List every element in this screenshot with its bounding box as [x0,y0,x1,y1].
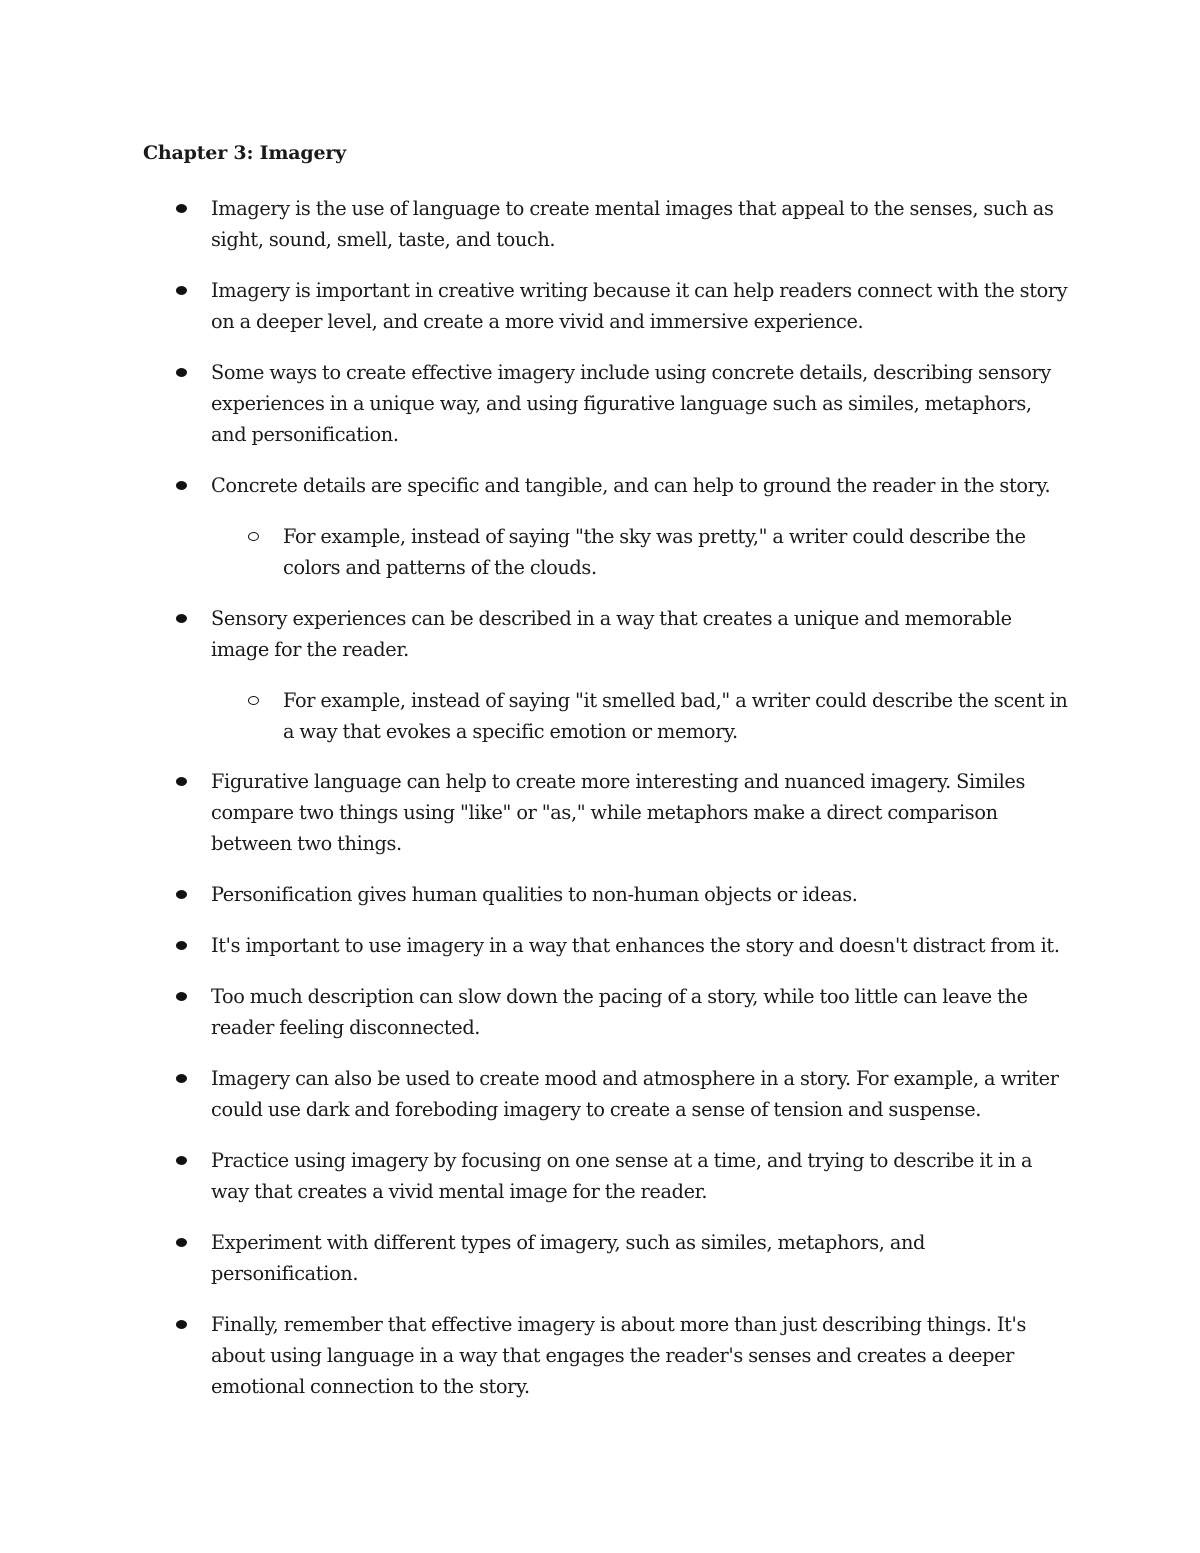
hollow-bullet-icon [248,696,259,705]
list-item-text: Concrete details are specific and tangible, and can help to ground the reader in the story. [211,474,1051,497]
list-item [211,930,1111,961]
list-item [211,1145,1071,1207]
bullet-icon [176,992,187,1001]
list-item [211,879,1071,910]
bullet-icon [176,1320,187,1329]
bullet-icon [176,777,187,786]
bullet-icon [176,1238,187,1247]
hollow-bullet-icon [248,532,259,541]
list-item [211,1309,1071,1402]
bullet-icon [176,1156,187,1165]
list-item-text: Some ways to create effective imagery include using concrete details, describing sensory experiences in a unique way, and using figurative language such as similes, metaphors, and personification. [211,361,1051,446]
bullet-icon [176,890,187,899]
bullet-icon [176,941,187,950]
list-item [211,1063,1071,1125]
list-item-text: It's important to use imagery in a way that enhances the story and doesn't distract from it. [211,934,1060,957]
page-title: Chapter 3: Imagery [143,142,346,164]
bullet-icon [176,1074,187,1083]
list-item [211,275,1071,337]
list-item-text: Imagery is the use of language to create mental images that appeal to the senses, such as sight, sound, smell, taste, and touch. [211,197,1054,251]
list-item-text: Sensory experiences can be described in a way that creates a unique and memorable image for the reader. [211,607,1012,661]
list-item-text: Practice using imagery by focusing on one sense at a time, and trying to describe it in a way that creates a vivid mental image for the reader. [211,1149,1033,1203]
list-item-text: For example, instead of saying "the sky was pretty," a writer could describe the colors and patterns of the clouds. [283,525,1026,579]
list-item [211,981,1071,1043]
list-item-text: For example, instead of saying "it smelled bad," a writer could describe the scent in a way that evokes a specific emotion or memory. [283,689,1068,743]
bullet-icon [176,286,187,295]
list-item [211,1227,991,1289]
list-item-text: Imagery can also be used to create mood and atmosphere in a story. For example, a writer could use dark and foreboding imagery to create a sense of tension and suspense. [211,1067,1059,1121]
bullet-icon [176,614,187,623]
list-item-text: Imagery is important in creative writing because it can help readers connect with the story on a deeper level, and create a more vivid and immersive experience. [211,279,1068,333]
list-item [211,357,1071,450]
list-item-text: Finally, remember that effective imagery is about more than just describing things. It's about using language in a way that engages the reader's senses and creates a deeper emotional connection to the story. [211,1313,1026,1398]
list-item [211,603,1071,665]
bullet-icon [176,204,187,213]
list-item [211,193,1061,255]
list-item [211,470,1111,501]
list-item [211,766,1071,859]
sub-list-item [283,685,1073,747]
sub-list-item [283,521,1073,583]
bullet-icon [176,368,187,377]
bullet-icon [176,481,187,490]
list-item-text: Figurative language can help to create more interesting and nuanced imagery. Similes compare two things using "like" or "as," while metaphors make a direct comparison between two things. [211,770,1026,855]
list-item-text: Personification gives human qualities to non-human objects or ideas. [211,883,858,906]
list-item-text: Too much description can slow down the pacing of a story, while too little can leave the reader feeling disconnected. [211,985,1028,1039]
list-item-text: Experiment with different types of imagery, such as similes, metaphors, and personification. [211,1231,926,1285]
